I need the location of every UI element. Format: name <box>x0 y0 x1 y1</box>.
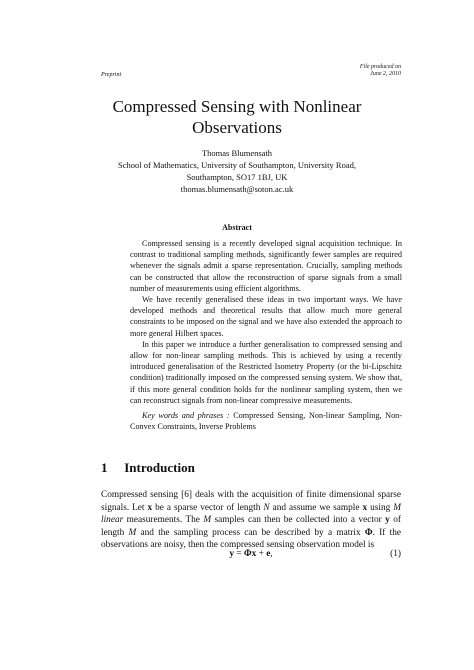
eq-x: x <box>251 549 257 559</box>
eq-y: y <box>229 549 234 559</box>
keywords <box>130 410 402 432</box>
section-title: Introduction <box>124 460 195 475</box>
keywords-text: Compressed Sensing, Non-linear Sampling, Non-Convex Constraints, Inverse Problems <box>130 411 402 432</box>
file-date: June 2, 2010 <box>370 71 401 77</box>
symbol-M: M <box>203 515 212 525</box>
file-produced-line: File produced on <box>359 64 401 70</box>
abstract-body <box>130 238 402 406</box>
section-heading <box>101 460 195 476</box>
paper-title <box>0 96 474 138</box>
abstract-heading: Abstract <box>222 223 252 232</box>
symbol-y: y <box>385 515 390 525</box>
emph-m-linear: M linear <box>101 502 402 525</box>
symbol-M: M <box>128 527 137 538</box>
symbol-x: x <box>362 502 368 513</box>
intro-text: and the sampling process can be described by a matrix <box>136 527 365 538</box>
eq-comma: , <box>270 549 273 559</box>
intro-text: Compressed sensing [6] deals with the acquisition of finite dimensional sparse signals. Let <box>101 490 401 513</box>
intro-text: . If the observations are noisy, then the compressed sensing observation model is <box>101 527 401 550</box>
equation-body <box>101 549 401 559</box>
equation-1 <box>101 549 401 563</box>
intro-text: samples can then be collected into a vector <box>211 515 386 525</box>
equation-number: (1) <box>390 549 401 559</box>
eq-phi: Φ <box>243 549 252 559</box>
intro-text: measurements. The <box>123 515 204 525</box>
preprint-label: Preprint <box>101 72 122 78</box>
author-block <box>0 147 474 195</box>
intro-text: of length <box>101 515 402 538</box>
abstract-paragraph: We have recently generalised these ideas in two important ways. We have developed methods and theoretical results that allow much more general constraints to be imposed on the signal and we have also extended the approach to more general Hilbert spaces. <box>130 295 402 338</box>
keywords-label: Key words and phrases : <box>142 411 230 420</box>
intro-paragraph <box>101 489 401 552</box>
eq-equals: = <box>234 549 244 559</box>
author-email: thomas.blumensath@soton.ac.uk <box>180 184 294 194</box>
title-line-2: Observations <box>192 118 282 137</box>
section-number: 1 <box>101 460 108 475</box>
file-produced-label <box>360 64 401 78</box>
intro-text: and assume we sample <box>269 502 363 513</box>
intro-text: be a sparse vector of length <box>152 502 264 513</box>
symbol-x: x <box>147 502 153 513</box>
affiliation-line-1: School of Mathematics, University of Southampton, University Road, <box>118 160 356 170</box>
abstract-paragraph: In this paper we introduce a further generalisation to compressed sensing and allow for non-linear sampling methods. This is achieved by using a recently introduced generalisation of the Restricted Isometry Property (or the bi-Lipschitz condition) traditionally imposed on the compressed sensing system. We show that, if this more general condition holds for the nonlinear sampling system, then we can reconstruct signals from non-linear compressive measurements. <box>130 339 402 405</box>
intro-text: using <box>367 502 394 513</box>
affiliation-line-2: Southampton, SO17 1BJ, UK <box>186 172 288 182</box>
eq-plus: + <box>256 549 267 559</box>
symbol-N: N <box>263 502 270 513</box>
abstract-paragraph: Compressed sensing is a recently developed signal acquisition technique. In contrast to traditional sampling methods, significantly fewer samples are required whenever the signals admit a sparse representation. Crucially, sampling methods can be constructed that allow the reconstruction of sparse signals from a small number of measurements using efficient algorithms. <box>130 239 402 293</box>
author-name: Thomas Blumensath <box>201 148 273 158</box>
eq-e: e <box>266 549 271 559</box>
symbol-phi: Φ <box>364 527 373 538</box>
title-line-1: Compressed Sensing with Nonlinear <box>112 97 362 116</box>
